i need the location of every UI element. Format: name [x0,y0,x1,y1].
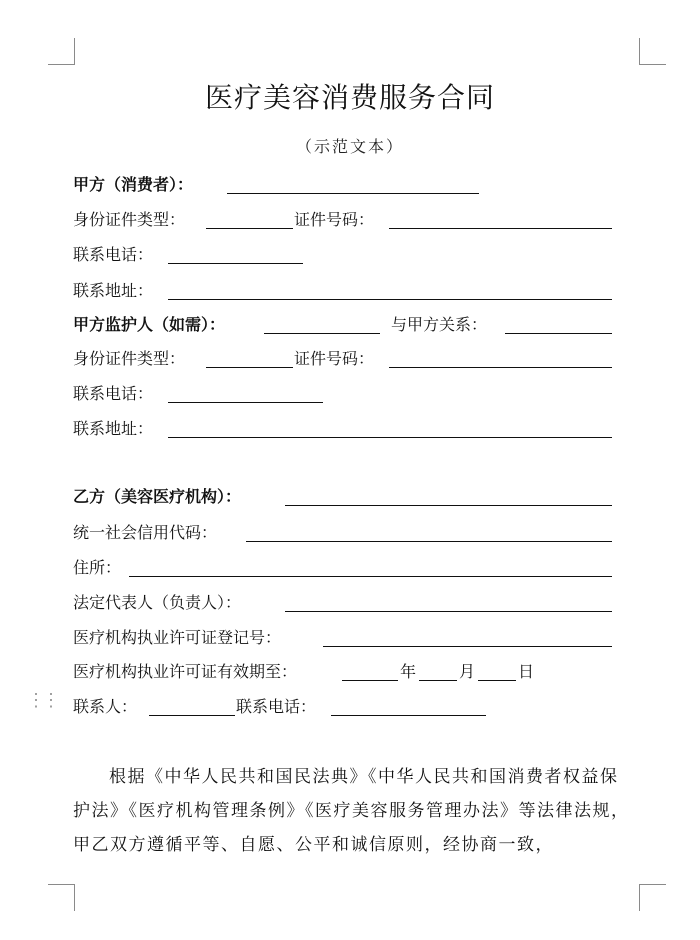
party-a-id-number-label: 证件号码： [294,210,375,229]
guardian-id-number-label: 证件号码： [294,349,375,368]
party-b-legal-rep-label: 法定代表人（负责人）： [73,593,242,612]
guardian-id-type-field[interactable] [206,367,293,368]
guardian-phone-label: 联系电话： [73,384,154,403]
guardian-phone-row [73,382,633,406]
party-b-residence-field[interactable] [129,576,612,577]
license-valid-month-field[interactable] [419,680,457,681]
year-label: 年 [400,662,417,681]
party-a-address-field[interactable] [168,299,612,300]
guardian-relation-label: 与甲方关系： [391,315,488,334]
guardian-id-row [73,347,633,371]
guardian-heading: 甲方监护人（如需）： [73,315,226,334]
party-b-contact-person-label: 联系人： [73,697,138,716]
party-b-credit-code-label: 统一社会信用代码： [73,523,218,542]
party-b-heading: 乙方（美容医疗机构）： [73,487,242,506]
license-valid-year-field[interactable] [342,680,398,681]
party-b-contact-phone-field[interactable] [331,715,486,716]
license-valid-day-field[interactable] [478,680,516,681]
party-b-license-valid-row [73,660,633,684]
day-label: 日 [518,662,535,681]
party-b-contact-row [73,695,633,719]
page-corner-mark-top-left [48,38,75,65]
party-b-name-row [73,485,633,509]
party-b-legal-rep-row [73,591,633,615]
party-a-id-type-field[interactable] [206,228,293,229]
party-b-license-no-row [73,626,633,650]
party-a-id-number-field[interactable] [389,228,612,229]
party-b-license-no-field[interactable] [323,646,612,647]
guardian-id-number-field[interactable] [389,367,612,368]
party-a-heading: 甲方（消费者）： [73,175,194,194]
guardian-address-row [73,417,633,441]
party-a-phone-label: 联系电话： [73,245,154,264]
party-b-legal-rep-field[interactable] [285,611,612,612]
guardian-relation-field[interactable] [505,333,612,334]
page-corner-mark-top-right [639,38,666,65]
party-a-phone-row [73,243,633,267]
guardian-id-type-label: 身份证件类型： [73,349,186,368]
party-b-residence-row [73,556,633,580]
party-b-residence-label: 住所： [73,558,122,577]
guardian-address-label: 联系地址： [73,419,154,438]
party-a-id-row [73,208,633,232]
month-label: 月 [459,662,476,681]
party-b-name-field[interactable] [285,505,612,506]
page-corner-mark-bottom-right [639,884,666,911]
party-b-credit-code-row [73,521,633,545]
page-corner-mark-bottom-left [48,884,75,911]
party-a-name-row [73,173,633,197]
document-subtitle: （示范文本） [295,137,404,156]
party-a-phone-field[interactable] [168,263,303,264]
party-a-name-field[interactable] [227,193,479,194]
party-a-address-row [73,279,633,303]
drag-handle-icon[interactable]: ⋮⋮ [27,690,57,711]
guardian-phone-field[interactable] [168,402,323,403]
guardian-address-field[interactable] [168,437,612,438]
party-b-contact-phone-label: 联系电话： [236,697,317,716]
party-b-license-valid-label: 医疗机构执业许可证有效期至： [73,662,298,681]
party-b-contact-person-field[interactable] [149,715,235,716]
party-a-address-label: 联系地址： [73,281,154,300]
party-b-license-no-label: 医疗机构执业许可证登记号： [73,628,282,647]
party-a-id-type-label: 身份证件类型： [73,210,186,229]
party-b-credit-code-field[interactable] [246,541,612,542]
guardian-name-field[interactable] [264,333,380,334]
contract-preamble-paragraph: 根据《中华人民共和国民法典》《中华人民共和国消费者权益保护法》《医疗机构管理条例》《医疗美容服务管理办法》等法律法规，甲乙双方遵循平等、自愿、公平和诚信原则，经协商一致， [73,767,630,855]
guardian-name-row [73,313,633,337]
document-title: 医疗美容消费服务合同 [204,81,495,114]
